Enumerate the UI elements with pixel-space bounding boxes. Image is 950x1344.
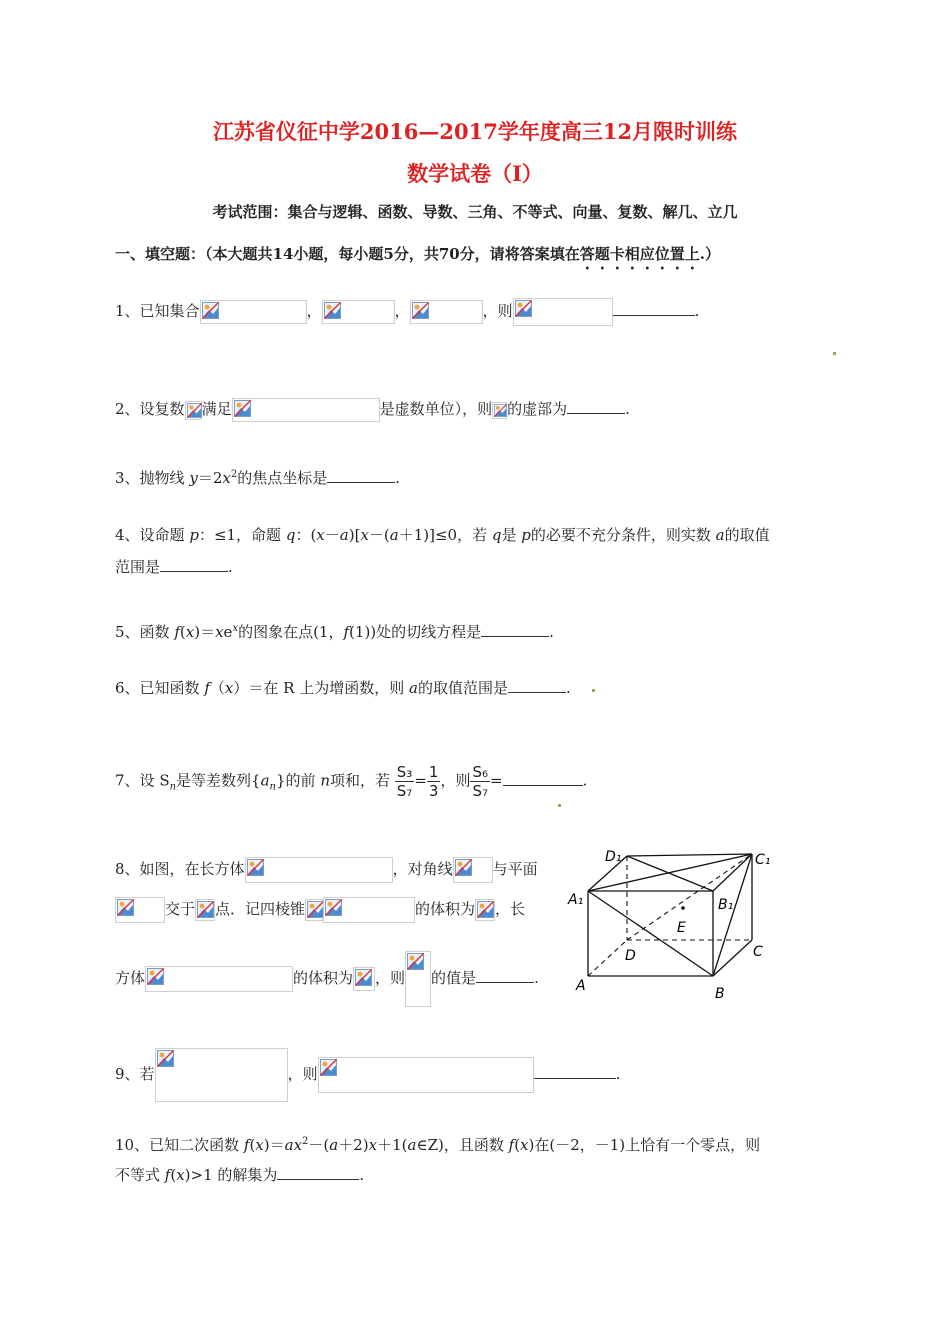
formula-image: [200, 300, 307, 324]
formula-image: [323, 897, 415, 923]
image-placeholder-icon: [307, 901, 324, 918]
label-B: B: [715, 986, 725, 1002]
formula-image: [305, 899, 323, 921]
formula-image: [322, 300, 395, 324]
image-placeholder-icon: [515, 300, 532, 317]
formula-image: [115, 897, 165, 923]
answer-blank[interactable]: [277, 1165, 359, 1180]
label-A1: A₁: [568, 892, 584, 908]
label-D: D: [625, 948, 636, 964]
answer-blank[interactable]: [503, 771, 583, 786]
answer-blank[interactable]: [160, 557, 228, 572]
page-title: 江苏省仪征中学2016—2017学年度高三12月限时训练: [212, 119, 738, 144]
stray-mark: [833, 352, 836, 355]
fraction-one-third: $\frac{1}{3}$: [428, 763, 439, 800]
answer-blank[interactable]: [613, 301, 695, 316]
image-placeholder-icon: [407, 953, 424, 970]
question-10-line2: 不等式 f(x)>1 的解集为 .: [115, 1166, 365, 1184]
label-B1: B₁: [718, 897, 734, 913]
question-1: 1、已知集合 ， ， ，则 .: [115, 298, 699, 326]
image-placeholder-icon: [187, 403, 202, 418]
image-placeholder-icon: [117, 899, 134, 916]
image-placeholder-icon: [324, 302, 341, 319]
question-9: 9、若 ，则 .: [115, 1048, 620, 1102]
emphasis-dots: 答题卡相应位置上: [579, 245, 700, 263]
formula-image: [185, 401, 202, 420]
exam-scope: 考试范围：集合与逻辑、函数、导数、三角、不等式、向量、复数、解几、立几: [212, 203, 738, 221]
answer-blank[interactable]: [327, 468, 395, 483]
question-7: 7、设 $S_n$是等差数列$\{a_n\}$的前 n项和，若 $\frac{\text{S₃}}{\text{S₇}}$ = $\frac{1}{3}$ ，则 $\frac{\text{S₆}}{\text{S₇}}$ = .: [115, 763, 588, 800]
formula-image: [410, 300, 483, 324]
formula-image: [475, 899, 495, 921]
answer-blank[interactable]: [508, 678, 566, 693]
formula-image: [353, 967, 375, 991]
formula-image: [492, 402, 507, 419]
label-C1: C₁: [755, 852, 771, 868]
image-placeholder-icon: [355, 969, 372, 986]
image-placeholder-icon: [320, 1059, 337, 1076]
image-placeholder-icon: [157, 1050, 174, 1067]
section-heading: 一、填空题：（本大题共14小题，每小题5分，共70分，请将答案填在答题卡相应位置上.）: [115, 245, 720, 263]
formula-image: [145, 966, 293, 992]
question-5: 5、函数 $f(x)=xe^x$的图象在点(1，f(1))处的切线方程是 .: [115, 623, 554, 641]
question-3: 3、抛物线 $y=2x^2$的焦点坐标是 .: [115, 469, 400, 487]
formula-image: [453, 857, 493, 883]
fraction-s6-s7: $\frac{\text{S₆}}{\text{S₇}}$: [472, 763, 489, 800]
image-placeholder-icon: [197, 901, 214, 918]
image-placeholder-icon: [247, 859, 264, 876]
image-placeholder-icon: [455, 859, 472, 876]
formula-image: [513, 298, 613, 326]
question-8-line3: 方体 的体积为 ，则 的值是 .: [115, 951, 539, 1007]
image-placeholder-icon: [234, 400, 251, 417]
image-placeholder-icon: [325, 899, 342, 916]
image-placeholder-icon: [477, 901, 494, 918]
question-4-line2: 范围是 .: [115, 558, 233, 576]
image-placeholder-icon: [147, 968, 164, 985]
label-A: A: [576, 978, 586, 994]
image-placeholder-icon: [202, 302, 219, 319]
formula-image: [318, 1057, 534, 1093]
formula-image: [232, 398, 380, 422]
formula-image: [245, 857, 393, 883]
label-C: C: [753, 944, 763, 960]
label-D1: D₁: [605, 849, 622, 865]
question-10: 10、已知二次函数 $f(x)=ax^2-(a+2)x+1(a\in Z)$，且函数 f(x)在(－2，－1)上恰有一个零点，则: [115, 1136, 761, 1154]
image-placeholder-icon: [412, 302, 429, 319]
question-2: 2、设复数 满足 是虚数单位），则 的虚部为 .: [115, 398, 630, 422]
formula-image: [155, 1048, 288, 1102]
label-E: E: [677, 920, 686, 936]
formula-image: [195, 899, 215, 921]
fraction-s3-s7: $\frac{\text{S₃}}{\text{S₇}}$: [396, 763, 413, 800]
question-6: 6、已知函数 f（x）＝在 R 上为增函数，则 a的取值范围是 .: [115, 679, 571, 697]
question-4: 4、设命题 p：≤1，命题 q：(x－a)[x－(a＋1)]≤0，若 q是 p的必要不充分条件，则实数 a的取值: [115, 526, 770, 544]
cuboid-figure: [565, 840, 785, 1010]
image-placeholder-icon: [494, 404, 507, 417]
question-8: 8、如图，在长方体 ，对角线 与平面: [115, 857, 538, 883]
page-subtitle: 数学试卷（Ⅰ）: [407, 161, 543, 186]
answer-blank[interactable]: [476, 968, 534, 983]
formula-image: [405, 951, 431, 1007]
stray-mark: [558, 804, 561, 807]
question-8-line2: 交于 点．记四棱锥 的体积为 ，长: [115, 897, 525, 923]
answer-blank[interactable]: [481, 622, 549, 637]
stray-mark: [592, 689, 595, 692]
answer-blank[interactable]: [534, 1064, 616, 1079]
answer-blank[interactable]: [567, 399, 625, 414]
